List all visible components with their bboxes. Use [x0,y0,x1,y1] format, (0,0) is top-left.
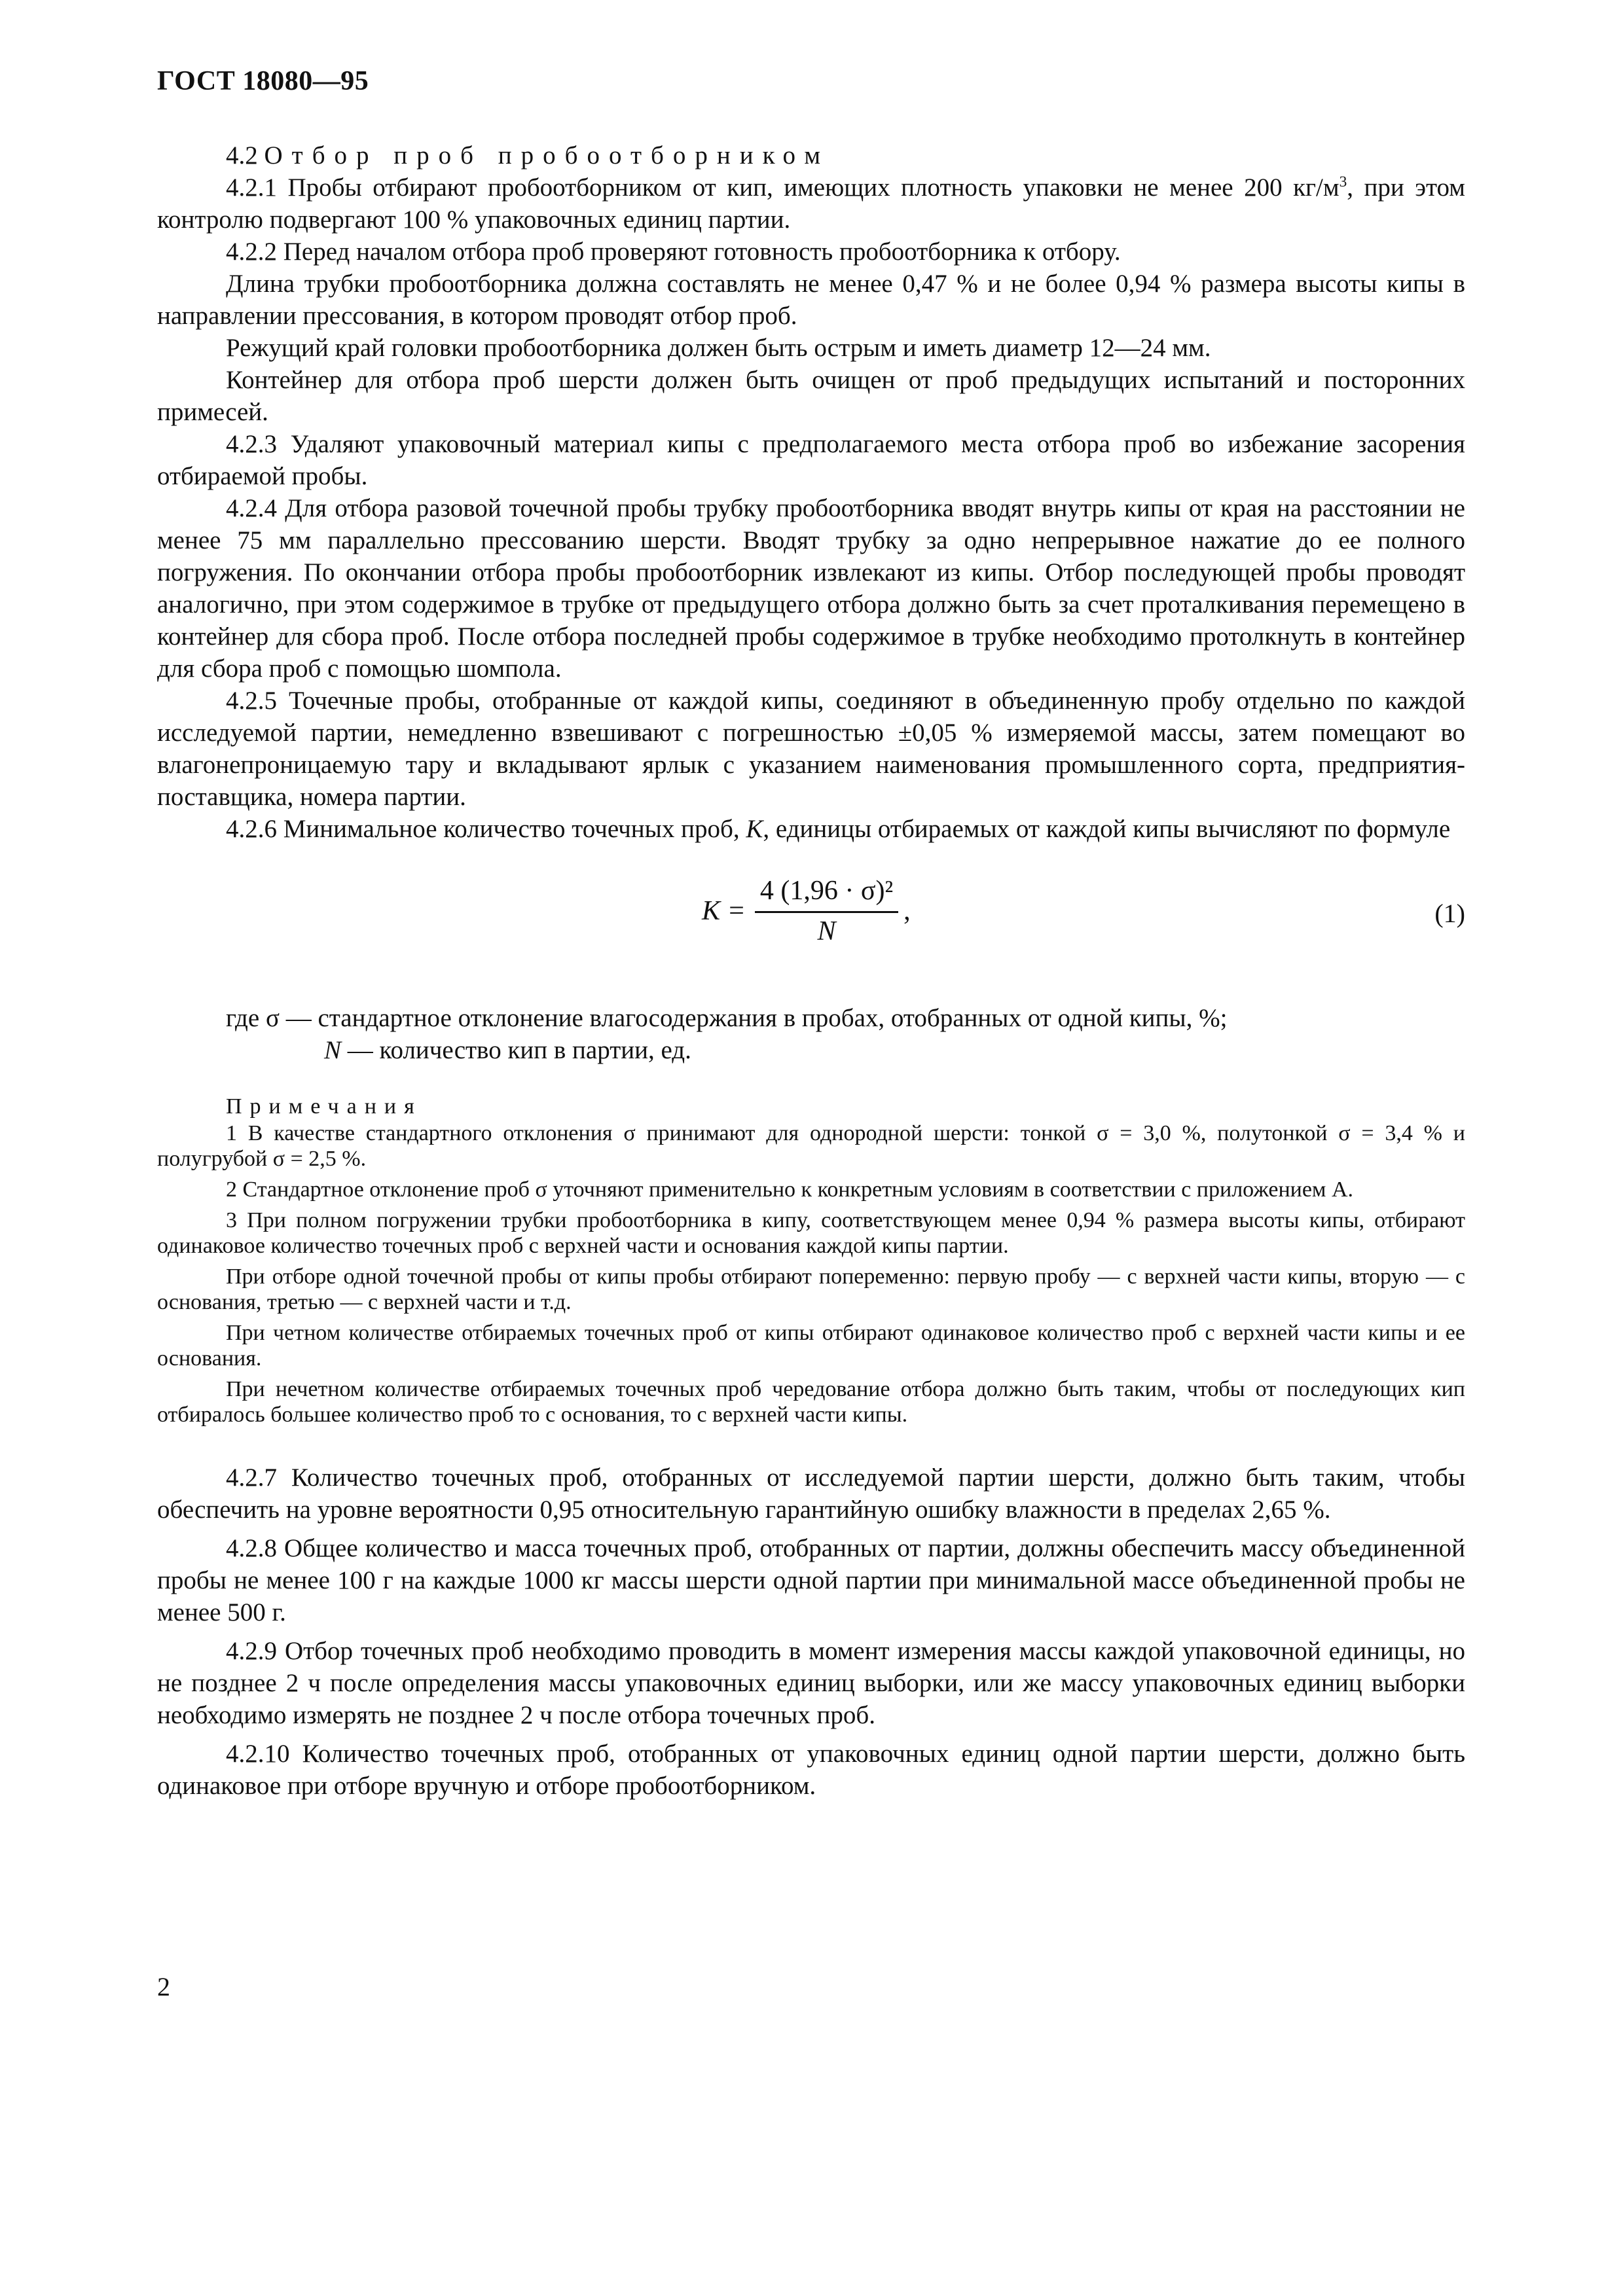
section-heading [157,139,1465,171]
clause-4-2-7: 4.2.7 Количество точечных проб, отобранных от исследуемой партии шерсти, должно быть таким, чтобы обеспечить на уровне вероятности 0,95 относительную гарантийную ошибку влажности в пределах 2,65 %. [157,1463,1465,1524]
note-3-odd: При нечетном количестве отбираемых точечных проб чередование отбора должно быть таким, чтобы от последующих кип отбиралось большее количество проб то с основания, то с верхней части кипы. [157,1377,1465,1427]
note-3-alternate: При отборе одной точечной пробы от кипы пробы отбирают попеременно: первую пробу — с верхней части кипы, вторую — с основания, третью — с верхней части и т.д. [157,1265,1465,1314]
superscript: 3 [1339,173,1347,190]
clause-4-2-3: 4.2.3 Удаляют упаковочный материал кипы с предполагаемого места отбора проб во избежание засорения отбираемой пробы. [157,430,1465,490]
clause-4-2-6-text-end: , единицы отбираемых от каждой кипы вычисляют по формуле [763,815,1451,843]
note-2: 2 Стандартное отклонение проб σ уточняют применительно к конкретным условиям в соответствии с приложением А. [226,1177,1353,1202]
clause-4-2-2-edge: Режущий край головки пробоотборника должен быть острым и иметь диаметр 12—24 мм. [226,334,1211,362]
clause-4-2-10: 4.2.10 Количество точечных проб, отобранных от упаковочных единиц одной партии шерсти, должно быть одинаковое при отборе вручную и отборе пробоотборником. [157,1740,1465,1800]
clause-4-2-1 [157,171,1465,236]
note-3-even: При четном количестве отбираемых точечных проб от кипы отбирают одинаковое количество проб с верхней части кипы и ее основания. [157,1321,1465,1371]
clause-4-2-6-text: 4.2.6 Минимальное количество точечных проб, [226,815,746,843]
variable-k: K [746,815,763,843]
clause-4-2-6 [157,813,1465,845]
variable-n: N [324,1036,342,1064]
section-heading-number: 4.2 [226,141,258,170]
document-body [157,139,1465,1802]
formula-where-sigma: где σ — стандартное отклонение влагосодержания в пробах, отобранных от одной кипы, %; [226,1004,1228,1032]
clause-4-2-5: 4.2.5 Точечные пробы, отобранные от каждой кипы, соединяют в объединенную пробу отдельно по каждой исследуемой партии, немедленно взвешивают с погрешностью ±0,05 % измеряемой массы, затем помещают во влагонепроницаемую тару и вкладывают ярлык с указанием наименования промышленного сорта, предприятия-поставщика, номера партии. [157,687,1465,811]
note-1: 1 В качестве стандартного отклонения σ принимают для однородной шерсти: тонкой σ = 3,0 %, полутонкой σ = 3,4 % и полугрубой σ = 2,5 %. [157,1121,1465,1171]
clause-4-2-8: 4.2.8 Общее количество и масса точечных проб, отобранных от партии, должны обеспечить массу объединенной пробы не менее 100 г на каждые 1000 кг массы шерсти одной партии при минимальной массе объединенной пробы не менее 500 г. [157,1534,1465,1626]
clause-4-2-1-text: 4.2.1 Пробы отбирают пробоотборником от кип, имеющих плотность упаковки не менее 200 кг/м [226,173,1340,202]
clause-4-2-1-text-end: , при этом контролю подвергают 100 % упаковочных единиц партии. [157,173,1465,234]
formula-lhs: K = [702,896,746,926]
section-heading-text: Отбор проб пробоотборником [264,141,830,170]
formula-block [157,875,1465,973]
formula-denominator: N [817,916,836,946]
clause-4-2-2-container: Контейнер для отбора проб шерсти должен быть очищен от проб предыдущих испытаний и посторонних примесей. [157,366,1465,426]
note-3: 3 При полном погружении трубки пробоотборника в кипу, соответствующем менее 0,94 % размера высоты кипы, отбирают одинаковое количество точечных проб с верхней части и основания каждой кипы партии. [157,1208,1465,1258]
formula [702,875,911,948]
clause-4-2-2-length: Длина трубки пробоотборника должна составлять не менее 0,47 % и не более 0,94 % размера высоты кипы в направлении прессования, в котором проводят отбор проб. [157,270,1465,330]
formula-where-n-text: — количество кип в партии, ед. [341,1036,691,1064]
formula-comma: , [903,896,911,926]
clause-4-2-9: 4.2.9 Отбор точечных проб необходимо проводить в момент измерения массы каждой упаковочной единицы, но не позднее 2 ч после определения массы упаковочных единиц выборки, или же массу упаковочных единиц выборки необходимо измерять не позднее 2 ч после отбора точечных проб. [157,1637,1465,1729]
notes-block [157,1094,1465,1427]
formula-numerator: 4 (1,96 · σ)² [755,875,898,913]
formula-where-n [157,1034,1465,1066]
document-header: ГОСТ 18080—95 [157,66,369,96]
formula-fraction [755,875,898,948]
page-number: 2 [157,1972,170,2001]
formula-number: (1) [1434,899,1465,928]
clause-4-2-2: 4.2.2 Перед началом отбора проб проверяют готовность пробоотборника к отбору. [226,238,1121,266]
notes-title: Примечания [226,1094,422,1119]
clause-4-2-4: 4.2.4 Для отбора разовой точечной пробы трубку пробоотборника вводят внутрь кипы от края на расстоянии не менее 75 мм параллельно прессованию шерсти. Вводят трубку за одно непрерывное нажатие до ее полного погружения. По окончании отбора пробы пробоотборник извлекают из кипы. Отбор последующей пробы проводят аналогично, при этом содержимое в трубке от предыдущего отбора должно быть за счет проталкивания перемещено в контейнер для сбора проб. После отбора последней пробы содержимое в трубке необходимо протолкнуть в контейнер для сбора проб с помощью шомпола. [157,494,1465,683]
